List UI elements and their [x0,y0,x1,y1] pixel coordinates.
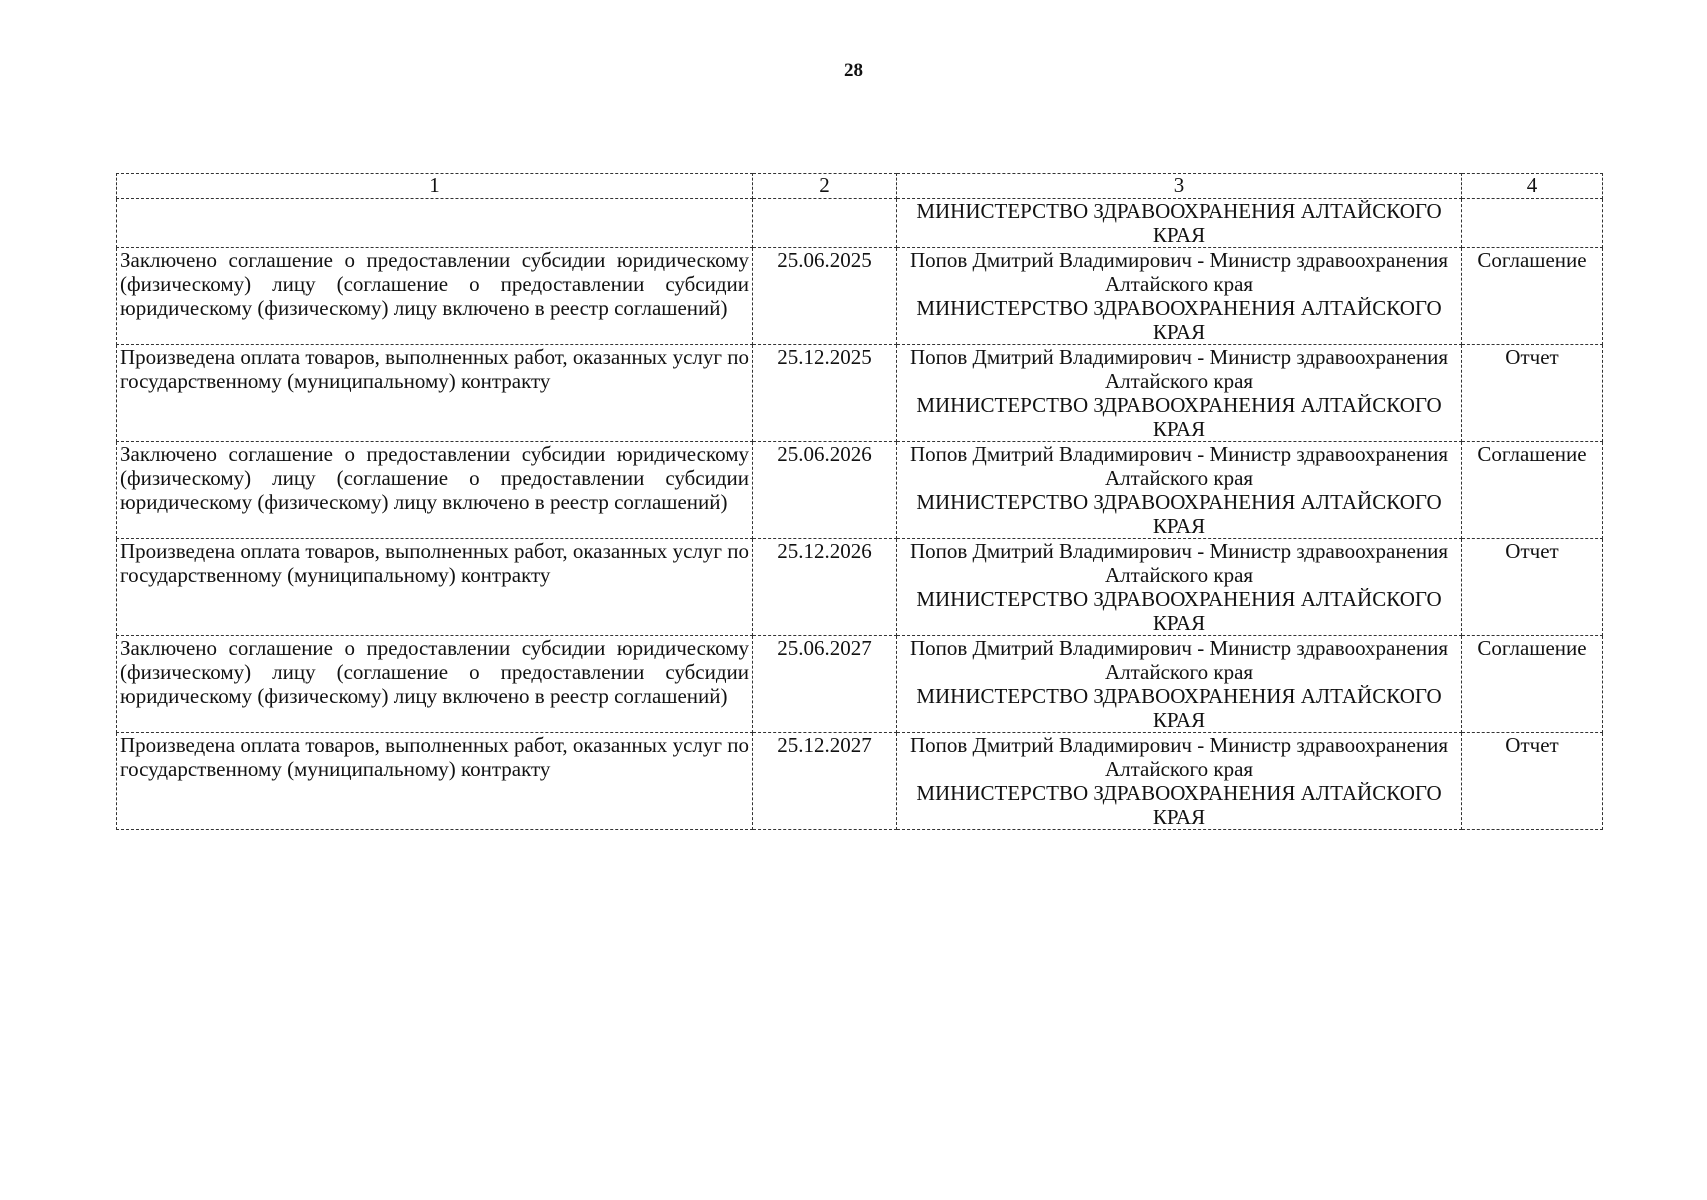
table-row [117,345,1603,442]
ministry-name: МИНИСТЕРСТВО ЗДРАВООХРАНЕНИЯ АЛТАЙСКОГО КРАЯ [916,199,1442,247]
schedule-table [116,173,1603,830]
ministry-name: МИНИСТЕРСТВО ЗДРАВООХРАНЕНИЯ АЛТАЙСКОГО КРАЯ [916,587,1442,635]
responsible-cell [897,636,1462,733]
date-cell [753,199,897,248]
ministry-name: МИНИСТЕРСТВО ЗДРАВООХРАНЕНИЯ АЛТАЙСКОГО КРАЯ [916,684,1442,732]
page-number: 28 [844,60,863,81]
responsible-cell [897,442,1462,539]
date-cell: 25.12.2027 [753,733,897,830]
event-cell: Заключено соглашение о предоставлении субсидии юридическому (физическому) лицу (соглашение о предоставлении субсидии юридическому (физическому) лицу включено в реестр соглашений) [117,248,753,345]
date-cell: 25.06.2027 [753,636,897,733]
event-cell: Заключено соглашение о предоставлении субсидии юридическому (физическому) лицу (соглашение о предоставлении субсидии юридическому (физическому) лицу включено в реестр соглашений) [117,636,753,733]
date-cell: 25.12.2026 [753,539,897,636]
column-header: 2 [753,174,897,199]
column-header: 1 [117,174,753,199]
ministry-name: МИНИСТЕРСТВО ЗДРАВООХРАНЕНИЯ АЛТАЙСКОГО КРАЯ [916,781,1442,829]
responsible-cell [897,248,1462,345]
document-cell: Отчет [1462,345,1603,442]
event-cell: Произведена оплата товаров, выполненных работ, оказанных услуг по государственному (муниципальному) контракту [117,345,753,442]
responsible-cell [897,345,1462,442]
date-cell: 25.06.2026 [753,442,897,539]
ministry-name: МИНИСТЕРСТВО ЗДРАВООХРАНЕНИЯ АЛТАЙСКОГО КРАЯ [916,490,1442,538]
document-cell: Соглашение [1462,248,1603,345]
ministry-name: МИНИСТЕРСТВО ЗДРАВООХРАНЕНИЯ АЛТАЙСКОГО КРАЯ [916,296,1442,344]
responsible-person: Попов Дмитрий Владимирович - Министр здравоохранения Алтайского края [909,248,1449,296]
responsible-cell [897,199,1462,248]
date-cell: 25.06.2025 [753,248,897,345]
event-cell [117,199,753,248]
event-cell: Произведена оплата товаров, выполненных работ, оказанных услуг по государственному (муниципальному) контракту [117,539,753,636]
responsible-cell [897,733,1462,830]
ministry-name: МИНИСТЕРСТВО ЗДРАВООХРАНЕНИЯ АЛТАЙСКОГО КРАЯ [916,393,1442,441]
document-cell [1462,199,1603,248]
column-header: 4 [1462,174,1603,199]
responsible-cell [897,539,1462,636]
responsible-person: Попов Дмитрий Владимирович - Министр здравоохранения Алтайского края [909,345,1449,393]
table-row [117,442,1603,539]
table-row [117,733,1603,830]
document-cell: Соглашение [1462,442,1603,539]
date-cell: 25.12.2025 [753,345,897,442]
document-cell: Отчет [1462,733,1603,830]
table-row [117,199,1603,248]
event-cell: Заключено соглашение о предоставлении субсидии юридическому (физическому) лицу (соглашение о предоставлении субсидии юридическому (физическому) лицу включено в реестр соглашений) [117,442,753,539]
responsible-person: Попов Дмитрий Владимирович - Министр здравоохранения Алтайского края [909,733,1449,781]
event-cell: Произведена оплата товаров, выполненных работ, оказанных услуг по государственному (муниципальному) контракту [117,733,753,830]
table-row [117,636,1603,733]
responsible-person: Попов Дмитрий Владимирович - Министр здравоохранения Алтайского края [909,636,1449,684]
table-row [117,539,1603,636]
column-header: 3 [897,174,1462,199]
responsible-person: Попов Дмитрий Владимирович - Министр здравоохранения Алтайского края [909,539,1449,587]
document-cell: Соглашение [1462,636,1603,733]
table-row [117,248,1603,345]
header-row [117,174,1603,199]
document-cell: Отчет [1462,539,1603,636]
responsible-person: Попов Дмитрий Владимирович - Министр здравоохранения Алтайского края [909,442,1449,490]
